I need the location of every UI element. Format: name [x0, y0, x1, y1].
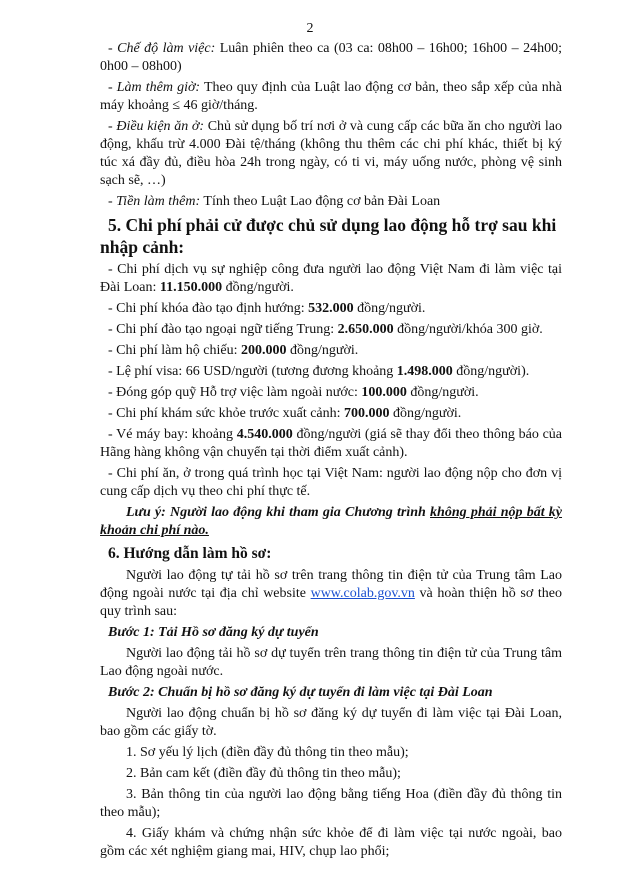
cost-item: - Lệ phí visa: 66 USD/người (tương đương khoảng 1.498.000 đồng/người). — [108, 364, 530, 379]
section-5-heading: 5. Chi phí phải cử được chủ sử dụng lao động hỗ trợ sau khi nhập cảnh: — [100, 215, 557, 257]
document-item: 2. Bản cam kết (điền đầy đủ thông tin theo mẫu); — [126, 766, 401, 781]
cost-item: - Chi phí đào tạo ngoại ngữ tiếng Trung: 2.650.000 đồng/người/khóa 300 giờ. — [108, 322, 543, 337]
document-item: 1. Sơ yếu lý lịch (điền đầy đủ thông tin theo mẫu); — [126, 745, 409, 760]
page-number: 2 — [306, 21, 314, 36]
overtime-pay: - Tiền làm thêm: Tính theo Luật Lao động cơ bản Đài Loan — [108, 194, 441, 209]
step-1-title: Bước 1: Tải Hồ sơ đăng ký dự tuyển — [108, 625, 319, 640]
section-6-intro: Người lao động tự tải hồ sơ trên trang thông tin điện tử của Trung tâm Lao động ngoài nước tại địa chỉ website www.colab.gov.vn và hoàn thiện hồ sơ theo quy trình sau: — [100, 568, 562, 619]
cost-item: - Đóng góp quỹ Hỗ trợ việc làm ngoài nước: 100.000 đồng/người. — [108, 385, 479, 400]
document-item: 3. Bản thông tin của người lao động bằng tiếng Hoa (điền đầy đủ thông tin theo mẫu); — [100, 787, 562, 820]
page-content — [100, 40, 562, 864]
cost-item: - Chi phí làm hộ chiếu: 200.000 đồng/người. — [108, 343, 359, 358]
work-schedule: - Chế độ làm việc: Luân phiên theo ca (03 ca: 08h00 – 16h00; 16h00 – 24h00; 0h00 – 08h00) — [100, 41, 562, 74]
document-item: 4. Giấy khám và chứng nhận sức khỏe để đi làm việc tại nước ngoài, bao gồm các xét nghiệm giang mai, HIV, chụp lao phổi; — [100, 826, 562, 859]
living-conditions: - Điều kiện ăn ở: Chủ sử dụng bố trí nơi ở và cung cấp các bữa ăn cho người lao động, khấu trừ 4.000 Đài tệ/tháng (không thu thêm các chi phí khác, thiết bị ký túc xá đầy đủ, điều hòa 24h trong ngày, có ti vi, máy uống nước, phòng vệ sinh sạch sẽ, …) — [100, 119, 562, 188]
cost-item: - Chi phí dịch vụ sự nghiệp công đưa người lao động Việt Nam đi làm việc tại Đài Loan: 11.150.000 đồng/người. — [100, 262, 562, 295]
cost-item: - Vé máy bay: khoảng 4.540.000 đồng/người (giá sẽ thay đổi theo thông báo của Hãng hàng không vận chuyển tại thời điểm xuất cảnh). — [100, 427, 562, 460]
section-6-heading: 6. Hướng dẫn làm hồ sơ: — [108, 545, 272, 562]
cost-item: - Chi phí khám sức khỏe trước xuất cảnh: 700.000 đồng/người. — [108, 406, 462, 421]
colab-website-link[interactable]: www.colab.gov.vn — [310, 586, 415, 601]
overtime-hours: - Làm thêm giờ: Theo quy định của Luật lao động cơ bản, theo sắp xếp của nhà máy khoảng ≤ 46 giờ/tháng. — [100, 80, 562, 113]
step-1-text: Người lao động tải hồ sơ dự tuyển trên trang thông tin điện tử của Trung tâm Lao động ngoài nước. — [100, 646, 562, 679]
cost-item: - Chi phí ăn, ở trong quá trình học tại Việt Nam: người lao động nộp cho đơn vị cung cấp dịch vụ theo chi phí thực tế. — [100, 466, 562, 499]
cost-note: Lưu ý: Người lao động khi tham gia Chương trình không phải nộp bất kỳ khoản chi phí nào. — [100, 505, 563, 538]
step-2-title: Bước 2: Chuẩn bị hồ sơ đăng ký dự tuyển đi làm việc tại Đài Loan — [108, 685, 493, 700]
step-2-text: Người lao động chuẩn bị hồ sơ đăng ký dự tuyển đi làm việc tại Đài Loan, bao gồm các giấy tờ. — [100, 706, 562, 739]
cost-item: - Chi phí khóa đào tạo định hướng: 532.000 đồng/người. — [108, 301, 426, 316]
